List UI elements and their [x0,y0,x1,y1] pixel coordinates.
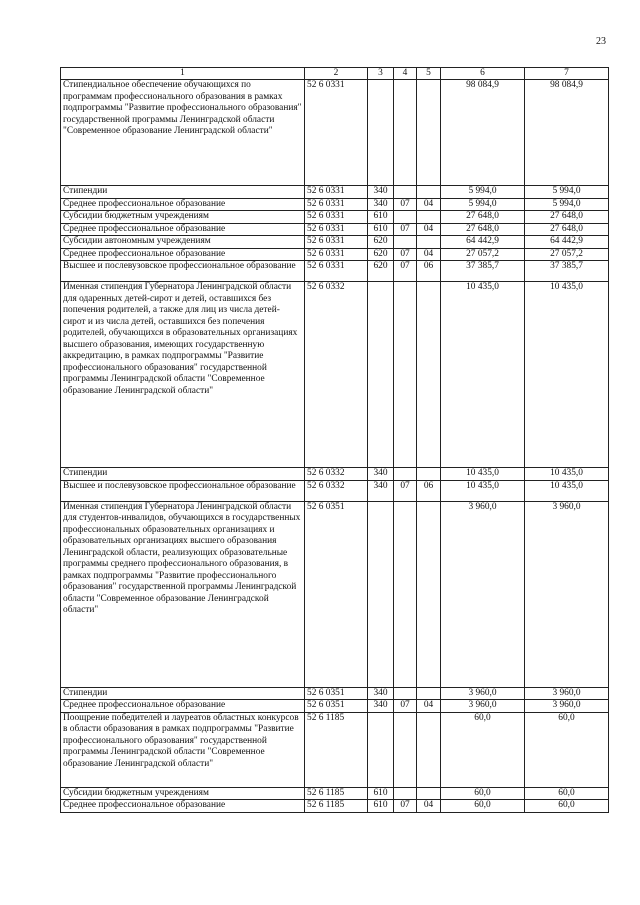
row-subsection-cell [417,80,441,186]
row-code-cell: 52 6 0331 [305,248,368,260]
row-subsection-cell [417,468,441,480]
row-name-cell: Поощрение победителей и лауреатов областных конкурсов в области образования в рамках подпрограммы "Развитие профессионального образования" государственной программы Ленинградской области "Современное образование Ленинградской области" [61,712,305,787]
row-amount-cell: 5 994,0 [525,186,609,198]
row-amount-cell: 3 960,0 [441,687,525,699]
row-amount-cell: 3 960,0 [441,700,525,712]
row-amount-cell: 3 960,0 [441,501,525,687]
row-amount-cell: 60,0 [525,712,609,787]
row-amount-cell: 10 435,0 [441,468,525,480]
page-number: 23 [596,36,606,47]
row-subsection-cell [417,282,441,468]
row-name-cell: Именная стипендия Губернатора Ленинградской области для одаренных детей-сирот и детей, оставшихся без попечения родителей, а также для лиц из числа детей-сирот и из числа детей, оставшихся без попечения родителей, обучающихся в образовательных организациях высшего образования, имеющих государственную аккредитацию, в рамках подпрограммы "Развитие профессионального образования" государственной программы Ленинградской области "Современное образование Ленинградской области" [61,282,305,468]
table-row [61,186,609,198]
table-row [61,468,609,480]
table-row [61,248,609,260]
row-name-cell: Среднее профессиональное образование [61,700,305,712]
row-expense-type-cell: 610 [368,211,394,223]
row-amount-cell: 37 385,7 [525,261,609,282]
table-row [61,261,609,282]
row-section-cell [394,501,417,687]
row-amount-cell: 3 960,0 [525,687,609,699]
row-code-cell: 52 6 0351 [305,687,368,699]
row-amount-cell: 60,0 [525,800,609,812]
row-section-cell [394,787,417,799]
row-expense-type-cell: 340 [368,480,394,501]
row-subsection-cell: 06 [417,480,441,501]
row-amount-cell: 10 435,0 [441,480,525,501]
header-cell: 7 [525,68,609,80]
table-row [61,211,609,223]
row-expense-type-cell: 610 [368,800,394,812]
row-name-cell: Именная стипендия Губернатора Ленинградской области для студентов-инвалидов, обучающихся в государственных профессиональных образовательных организациях и образовательных организациях высшего образования Ленинградской области, реализующих образовательные программы среднего профессионального образования, в рамках подпрограммы "Развитие профессионального образования" государственной программы Ленинградской области "Современное образование Ленинградской области" [61,501,305,687]
row-amount-cell: 27 648,0 [525,223,609,235]
row-expense-type-cell [368,282,394,468]
row-amount-cell: 98 084,9 [441,80,525,186]
row-section-cell [394,712,417,787]
row-name-cell: Среднее профессиональное образование [61,223,305,235]
row-section-cell [394,80,417,186]
row-subsection-cell [417,687,441,699]
row-section-cell [394,687,417,699]
row-code-cell: 52 6 0331 [305,223,368,235]
row-name-cell: Субсидии бюджетным учреждениям [61,211,305,223]
row-amount-cell: 27 057,2 [441,248,525,260]
row-section-cell [394,236,417,248]
table-row [61,700,609,712]
row-name-cell: Высшее и послевузовское профессиональное образование [61,261,305,282]
header-cell: 4 [394,68,417,80]
row-subsection-cell [417,712,441,787]
row-section-cell: 07 [394,480,417,501]
row-code-cell: 52 6 0331 [305,236,368,248]
row-expense-type-cell: 610 [368,787,394,799]
row-expense-type-cell: 340 [368,700,394,712]
row-code-cell: 52 6 0351 [305,700,368,712]
row-section-cell [394,211,417,223]
row-amount-cell: 60,0 [441,787,525,799]
header-cell: 5 [417,68,441,80]
table-row [61,787,609,799]
row-code-cell: 52 6 1185 [305,800,368,812]
row-amount-cell: 60,0 [525,787,609,799]
row-subsection-cell: 04 [417,198,441,210]
row-amount-cell: 5 994,0 [525,198,609,210]
row-section-cell: 07 [394,198,417,210]
row-name-cell: Субсидии автономным учреждениям [61,236,305,248]
row-code-cell: 52 6 0332 [305,480,368,501]
row-section-cell: 07 [394,248,417,260]
row-subsection-cell: 06 [417,261,441,282]
table-row [61,800,609,812]
row-code-cell: 52 6 0331 [305,211,368,223]
row-code-cell: 52 6 0331 [305,261,368,282]
row-amount-cell: 10 435,0 [525,468,609,480]
row-code-cell: 52 6 0331 [305,80,368,186]
row-subsection-cell [417,787,441,799]
row-expense-type-cell: 340 [368,198,394,210]
row-amount-cell: 27 648,0 [441,223,525,235]
row-name-cell: Стипендиальное обеспечение обучающихся по программам профессионального образования в рамках подпрограммы "Развитие профессионального образования" государственной программы Ленинградской области "Современное образование Ленинградской области" [61,80,305,186]
row-name-cell: Субсидии бюджетным учреждениям [61,787,305,799]
row-code-cell: 52 6 0332 [305,468,368,480]
row-subsection-cell [417,236,441,248]
row-code-cell: 52 6 0331 [305,198,368,210]
row-name-cell: Среднее профессиональное образование [61,800,305,812]
table-row [61,198,609,210]
table-row [61,223,609,235]
row-amount-cell: 37 385,7 [441,261,525,282]
row-subsection-cell [417,211,441,223]
row-name-cell: Среднее профессиональное образование [61,198,305,210]
row-code-cell: 52 6 0332 [305,282,368,468]
table-row [61,501,609,687]
row-expense-type-cell [368,80,394,186]
header-cell: 1 [61,68,305,80]
row-expense-type-cell: 340 [368,186,394,198]
row-section-cell: 07 [394,261,417,282]
row-amount-cell: 64 442,9 [441,236,525,248]
table-row [61,687,609,699]
table-header-row [61,68,609,80]
row-code-cell: 52 6 1185 [305,712,368,787]
table-row [61,236,609,248]
row-amount-cell: 98 084,9 [525,80,609,186]
table-row [61,480,609,501]
row-amount-cell: 27 648,0 [525,211,609,223]
header-cell: 6 [441,68,525,80]
row-expense-type-cell: 620 [368,248,394,260]
row-code-cell: 52 6 1185 [305,787,368,799]
row-expense-type-cell: 620 [368,236,394,248]
row-subsection-cell: 04 [417,800,441,812]
budget-table [60,67,609,813]
row-amount-cell: 5 994,0 [441,198,525,210]
row-name-cell: Стипендии [61,468,305,480]
row-amount-cell: 10 435,0 [525,282,609,468]
row-amount-cell: 60,0 [441,712,525,787]
row-amount-cell: 5 994,0 [441,186,525,198]
row-subsection-cell: 04 [417,223,441,235]
row-expense-type-cell: 620 [368,261,394,282]
row-amount-cell: 3 960,0 [525,501,609,687]
row-section-cell: 07 [394,223,417,235]
table-row [61,80,609,186]
row-amount-cell: 27 057,2 [525,248,609,260]
row-name-cell: Высшее и послевузовское профессиональное образование [61,480,305,501]
row-section-cell: 07 [394,800,417,812]
row-amount-cell: 10 435,0 [441,282,525,468]
row-subsection-cell: 04 [417,700,441,712]
row-expense-type-cell [368,501,394,687]
row-amount-cell: 60,0 [441,800,525,812]
row-code-cell: 52 6 0331 [305,186,368,198]
row-amount-cell: 3 960,0 [525,700,609,712]
row-section-cell [394,468,417,480]
row-amount-cell: 27 648,0 [441,211,525,223]
row-name-cell: Среднее профессиональное образование [61,248,305,260]
row-subsection-cell [417,186,441,198]
row-subsection-cell: 04 [417,248,441,260]
header-cell: 2 [305,68,368,80]
row-section-cell: 07 [394,700,417,712]
header-cell: 3 [368,68,394,80]
row-code-cell: 52 6 0351 [305,501,368,687]
row-section-cell [394,282,417,468]
table-row [61,282,609,468]
row-expense-type-cell: 340 [368,468,394,480]
row-section-cell [394,186,417,198]
row-amount-cell: 64 442,9 [525,236,609,248]
row-amount-cell: 10 435,0 [525,480,609,501]
row-expense-type-cell [368,712,394,787]
row-name-cell: Стипендии [61,186,305,198]
row-name-cell: Стипендии [61,687,305,699]
row-expense-type-cell: 340 [368,687,394,699]
table-row [61,712,609,787]
row-subsection-cell [417,501,441,687]
row-expense-type-cell: 610 [368,223,394,235]
